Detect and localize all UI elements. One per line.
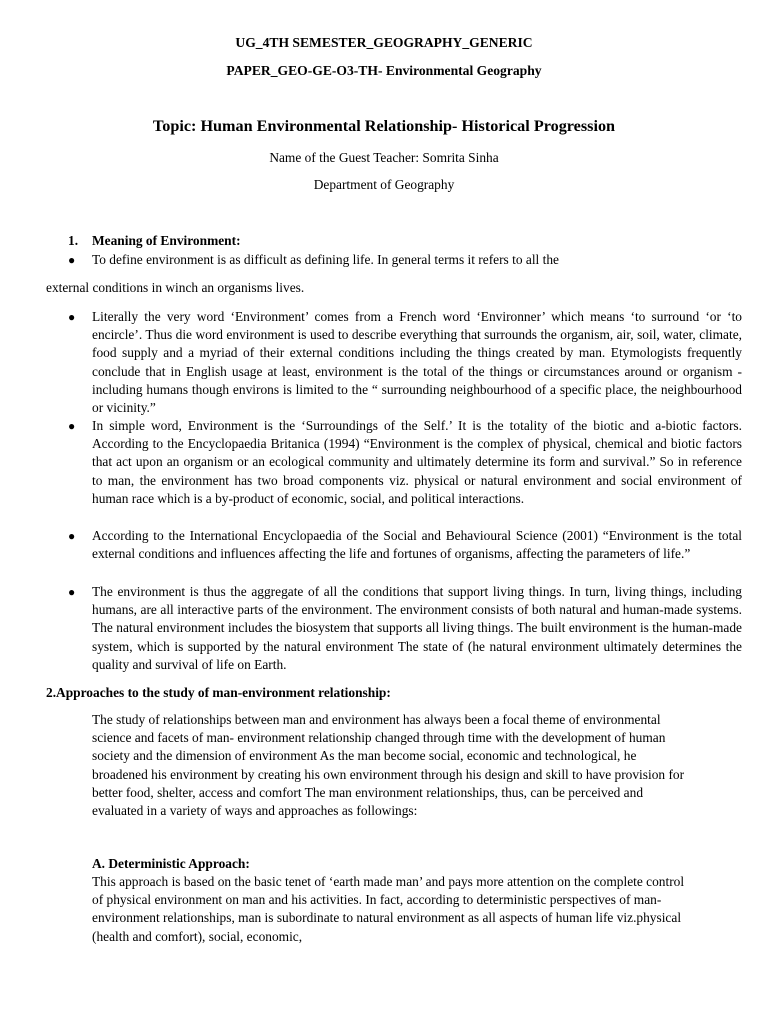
list-item-text: To define environment is as difficult as defining life. In general terms it refers to all the	[92, 252, 559, 267]
course-title: UG_4TH SEMESTER_GEOGRAPHY_GENERIC	[235, 35, 533, 50]
department-name: Department of Geography	[313, 177, 455, 192]
section2-heading: 2.Approaches to the study of man-environment relationship:	[46, 685, 391, 700]
section1-number: 1.	[68, 233, 79, 248]
paper-title: PAPER_GEO-GE-O3-TH- Environmental Geography	[226, 63, 542, 78]
deterministic-approach-paragraph: This approach is based on the basic tenet of ‘earth made man’ and pays more attention on the complete control of physical environment on man and his activities. In fact, according to deterministic perspectives of man-environment relationships, man is subordinate to natural environment as all aspects of human life viz.physical (health and comfort), social, economic,	[92, 874, 685, 944]
list-item-text: In simple word, Environment is the ‘Surroundings of the Self.’ It is the totality of the biotic and a-biotic factors. According to the Encyclopaedia Britanica (1994) “Environment is the complex of physical, chemical and biotic factors that act upon an organism or an ecological community and ultimately determine its form and survival.” So in reference to man, the environment has two broad components viz. physical or natural environment and social environment of human race which is a by-product of economic, social, and political interactions.	[92, 418, 742, 506]
list-item-text: Literally the very word ‘Environment’ comes from a French word ‘Environner’ which means ‘to surround ‘or ‘to encircle’. Thus die word environment is used to describe everything that surrounds the organism, air, soil, water, climate, food supply and a myriad of their external conditions including the things created by man. Etymologists frequently conclude that in English usage at least, environment is the total of the things or circumstances around or organism - including humans though environs is limited to the “ surrounding neighbourhood of a specific place, the neighbourhood or vicinity.”	[92, 309, 742, 416]
bullet-icon: ●	[68, 529, 76, 543]
bullet-icon: ●	[68, 585, 76, 599]
deterministic-approach-heading: A. Deterministic Approach:	[92, 856, 250, 871]
teacher-name: Name of the Guest Teacher: Somrita Sinha	[269, 150, 499, 165]
bullet-icon: ●	[68, 253, 76, 267]
bullet-icon: ●	[68, 419, 76, 433]
list-item-text: According to the International Encyclopaedia of the Social and Behavioural Science (2001) “Environment is the total external conditions and influences affecting the life and fortunes of organisms, affecting the parameters of life.”	[92, 528, 742, 562]
list-item-text: The environment is thus the aggregate of all the conditions that support living things. In turn, living things, including humans, are all interactive parts of the environment. The environment consists of both natural and human-made systems. The natural environment includes the biosystem that supports all living things. The built environment is the human-made system, which is supported by the natural environment The state of (he natural environment ultimately determines the quality and survival of life on Earth.	[92, 584, 742, 672]
bullet-icon: ●	[68, 310, 76, 324]
section1-heading	[68, 232, 241, 250]
topic-heading: Topic: Human Environmental Relationship- Historical Progression	[152, 117, 616, 135]
section1-title: Meaning of Environment:	[92, 233, 241, 248]
list-item-continuation: external conditions in winch an organisms lives.	[46, 280, 305, 295]
section2-paragraph: The study of relationships between man and environment has always been a focal theme of environmental science and facets of man- environment relationship changed through time with the development of human society and the dimension of environment As the man become social, economic and technological, he broadened his environment by creating his own environment through his design and skill to have provision for better food, shelter, access and comfort The man environment relationships, thus, can be perceived and evaluated in a variety of ways and approaches as followings:	[92, 712, 685, 819]
